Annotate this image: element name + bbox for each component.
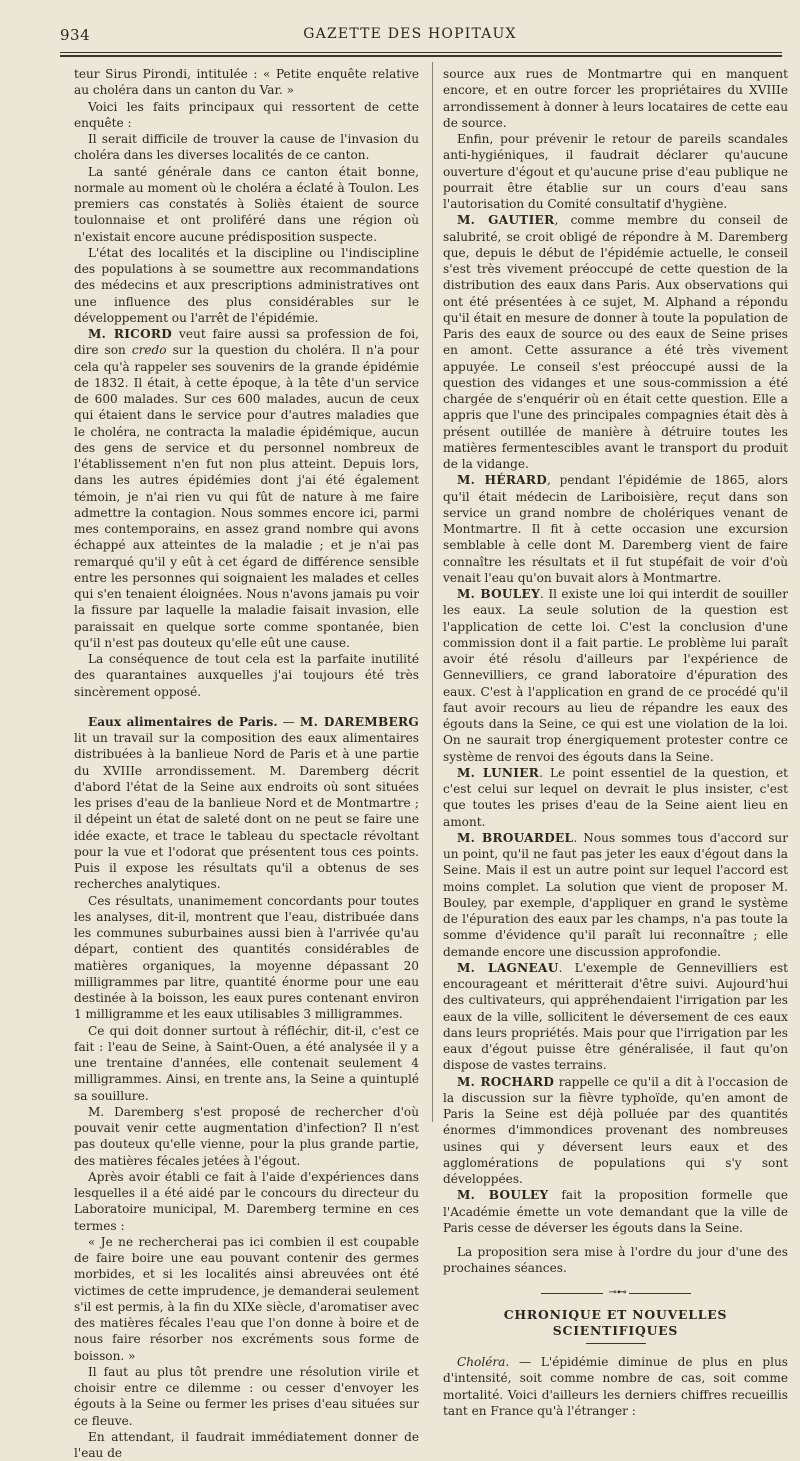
- paragraph-ricord: [74, 326, 419, 651]
- text-run: — L'épidémie diminue de plus en plus d'intensité, soit comme nombre de cas, soit comme mortalité. Voici d'ailleurs les derniers chiffres recueillis tant en France qu'à l'étranger :: [443, 1355, 788, 1418]
- paragraph-rochard: [443, 1074, 788, 1188]
- paragraph: Il faut au plus tôt prendre une résolution virile et choisir entre ce dilemme : ou cesser d'envoyer les égouts à la Seine ou fermer les prises d'eau situées sur ce fleuve.: [74, 1364, 419, 1428]
- speaker-name: M. HÉRARD: [457, 473, 548, 488]
- text-run: . L'exemple de Gennevilliers est encourageant et méritterait d'être suivi. Aujourd'hui des cultivateurs, qui appréhendaient l'irrigation par les eaux de la ville, sollicitent le déversement de ces eaux dans leurs propriétés. Mais pour que l'irrigation par les eaux d'égout puisse être généralisée, il faut qu'on dispose de vastes terrains.: [443, 960, 788, 1073]
- speaker-name: M. BOULEY: [457, 1188, 549, 1203]
- text-run: veut faire aussi sa profession de foi, dire son: [74, 327, 419, 358]
- right-column: [443, 66, 788, 1419]
- paragraph: Voici les faits principaux qui ressortent de cette enquête :: [74, 99, 419, 130]
- column-divider: [432, 62, 433, 1122]
- ornamental-separator: [541, 1287, 691, 1299]
- page-number: 934: [60, 26, 91, 44]
- speaker-name: M. ROCHARD: [457, 1074, 555, 1089]
- text-run: fait la proposition formelle que l'Académie émette un vote demandant que la ville de Paris cesse de déverser les égouts dans la Seine.: [443, 1188, 789, 1235]
- paragraph-eaux: [74, 714, 419, 893]
- text-run: sur la question du choléra. Il n'a pour cela qu'à rappeler ses souvenirs de la grande épidémie de 1832. Il était, à cette époque, à la tête d'un service de 600 malades. Sur ces 600 malades, aucun de ceux qui étaient dans le service pour d'autres maladies que le choléra, ne contracta la maladie épidémique, aucun des gens de service et du personnel nombreux de l'établissement n'en fut non plus atteint. Depuis lors, dans les autres épidémies dont j'ai été également témoin, je n'ai rien vu qui fût de nature à me faire admettre la contagion. Nous sommes encore ici, parmi mes contemporains, en assez grand nombre qui avons échappé aux atteintes de la maladie ; et je n'ai pas remarqué qu'il y eût à cet égard de différence sensible entre les personnes qui soignaient les malades et celles qui s'en tenaient éloignées. Nous n'avons jamais pu voir la fissure par laquelle la maladie faisait invasion, elle paraissait en quelque sorte comme spontanée, bien qu'il n'est pas douteux qu'elle eût une cause.: [74, 343, 419, 650]
- speaker-name: M. BOULEY: [457, 587, 541, 601]
- text-run: , pendant l'épidémie de 1865, alors qu'il était médecin de Lariboisière, reçut dans son service un grand nombre de cholériques venant de Montmartre. Il fit à cette occasion une excursion semblable à celle dont M. Daremberg vient de faire connaître les résultats et il fut stupéfait de voir d'où venait l'eau qu'on buvait alors à Montmartre.: [443, 473, 789, 585]
- paragraph: Enfin, pour prévenir le retour de pareils scandales anti-hygiéniques, il faudrait déclarer qu'aucune ouverture d'égout et qu'aucune prise d'eau publique ne pourrait être établie sur un cours d'eau sans l'autorisation du Comité consultatif d'hygiène.: [443, 132, 788, 211]
- section-title: CHRONIQUE ET NOUVELLES SCIENTIFIQUES: [503, 1306, 728, 1338]
- separator-line: [629, 1293, 691, 1294]
- text-run: . Le point essentiel de la question, et c'est celui sur lequel on devrait le plus insister, c'est que toutes les prises d'eau de la Seine aient lieu en amont.: [443, 765, 788, 829]
- paragraph-gautier: [443, 212, 788, 472]
- left-column: [74, 66, 419, 1461]
- section-heading: Eaux alimentaires de Paris.: [88, 714, 278, 729]
- paragraph: L'état des localités et la discipline ou l'indiscipline des populations à se soumettre aux recommandations des médecins et aux prescriptions administratives ont une influence des plus considérables sur le développement ou l'arrêt de l'épidémie.: [74, 245, 419, 325]
- speaker-name: M. BROUARDEL: [457, 830, 574, 845]
- paragraph: Ces résultats, unanimement concordants pour toutes les analyses, dit-il, montrent que l'eau, distribuée dans les communes suburbaines aussi bien à l'arrivée qu'au départ, contient des quantités considérables de matières organiques, la moyenne dépassant 20 milligrammes par litre, quantité énorme pour une eau destinée à la boisson, les eaux pures contenant environ 1 milligramme et les eaux utilisables 3 milligrammes.: [74, 893, 419, 1022]
- paragraph-lunier: [443, 765, 788, 830]
- paragraph-herard: [443, 472, 788, 586]
- spacer: [443, 1236, 788, 1244]
- paragraph-lagneau: [443, 960, 788, 1074]
- page-header: [60, 26, 760, 48]
- emphasis: Choléra.: [457, 1355, 510, 1369]
- paragraph: source aux rues de Montmartre qui en manquent encore, et en outre forcer les propriétaires du XVIIIe arrondissement à donner à leurs locataires de cette eau de source.: [443, 67, 788, 130]
- header-rule-thick: [60, 55, 782, 57]
- paragraph-brouardel: [443, 830, 788, 960]
- separator-line: [541, 1293, 603, 1294]
- text-run: . Nous sommes tous d'accord sur un point, qu'il ne faut pas jeter les eaux d'égout dans la Seine. Mais il est un autre point sur lequel l'accord est moins complet. La solution que vient de proposer M. Bouley, par exemple, d'appliquer en grand le système de l'épuration des eaux par les champs, n'a pas toute la somme d'évidence qu'il paraît lui reconnaître ; elle demande encore une discussion approfondie.: [443, 830, 788, 959]
- quotation: « Je ne rechercherai pas ici combien il est coupable de faire boire une eau pouvant contenir des germes morbides, et si les localités ainsi abreuvées ont été victimes de cette imprudence, je demanderai seulement s'il est permis, à la fin du XIXe siècle, d'aromatiser avec des matières fécales l'eau que l'on donne à boire et de nous faire résorber nos excréments sous forme de boisson. »: [74, 1234, 419, 1363]
- paragraph: Après avoir établi ce fait à l'aide d'expériences dans lesquelles il a été aidé par le concours du directeur du Laboratoire municipal, M. Daremberg termine en ces termes :: [74, 1169, 419, 1233]
- paragraph: La santé générale dans ce canton était bonne, normale au moment où le choléra a éclaté à Toulon. Les premiers cas constatés à Soliès étaient de source toulonnaise et ont proliféré dans une région où n'existait encore aucune prédisposition suspecte.: [74, 164, 419, 244]
- paragraph: Ce qui doit donner surtout à réfléchir, dit-il, c'est ce fait : l'eau de Seine, à Saint-Ouen, a été analysée il y a une trentaine d'années, elle contenait seulement 4 milligrammes. Ainsi, en trente ans, la Seine a quintuplé sa souillure.: [74, 1023, 419, 1103]
- spacer: [74, 700, 419, 714]
- title-rule: [586, 1343, 646, 1344]
- text-run: —: [277, 714, 300, 729]
- paragraph: En attendant, il faudrait immédiatement donner de l'eau de: [74, 1429, 419, 1460]
- paragraph: M. Daremberg s'est proposé de rechercher d'où pouvait venir cette augmentation d'infection? Il n'est pas douteux qu'elle vienne, pour la plus grande partie, des matières fécales jetées à l'égout.: [74, 1104, 419, 1168]
- speaker-name: M. LUNIER: [457, 765, 540, 780]
- text-run: , comme membre du conseil de salubrité, se croit obligé de répondre à M. Daremberg que, depuis le début de l'épidémie actuelle, le conseil s'est très vivement préoccupé de cette question de la distribution des eaux dans Paris. Aux observations qui ont été présentées à ce sujet, M. Alphand a répondu qu'il était en mesure de donner à toute la population de Paris des eaux de source ou des eaux de Seine prises en amont. Cette assurance a été très vivement appuyée. Le conseil s'est préoccupé aussi de la question des vidanges et une sous-commission a été chargée de s'enquérir où en était cette question. Elle a appris que l'une des principales compagnies était dès à présent outillée de manière à détruire toutes les matières fermentescibles avant le transport du produit de la vidange.: [443, 213, 788, 471]
- speaker-name: M. DAREMBERG: [299, 714, 419, 729]
- speaker-name: M. LAGNEAU: [457, 960, 559, 975]
- paragraph: La proposition sera mise à l'ordre du jour d'une des prochaines séances.: [443, 1245, 788, 1276]
- paragraph: teur Sirus Pirondi, intitulée : « Petite enquête relative au choléra dans un canton du Var. »: [74, 67, 419, 98]
- paragraph-cholera: [443, 1354, 788, 1419]
- paragraph-bouley-proposal: [443, 1187, 788, 1236]
- paragraph: La conséquence de tout cela est la parfaite inutilité des quarantaines auxquelles j'ai toujours été très sincèrement opposé.: [74, 652, 419, 699]
- text-run: rappelle ce qu'il a dit à l'occasion de la discussion sur la fièvre typhoïde, qu'en amont de Paris la Seine est déjà polluée par des quantités énormes d'immondices provenant des nombreuses usines qui y déversent leurs eaux et des agglomérations de populations qui s'y sont développées.: [443, 1074, 788, 1186]
- speaker-name: M. GAUTIER: [457, 213, 555, 228]
- paragraph: Il serait difficile de trouver la cause de l'invasion du choléra dans les diverses localités de ce canton.: [74, 132, 419, 163]
- emphasis: credo: [131, 343, 167, 358]
- speaker-name: M. RICORD: [88, 327, 173, 341]
- text-run: . Il existe une loi qui interdit de souiller les eaux. La seule solution de la question est l'application de cette loi. C'est la conclusion d'une commission dont il a fait partie. Le problème lui paraît avoir été résolu d'ailleurs par l'expérience de Gennevilliers, ce grand laboratoire d'épuration des eaux. C'est à l'application en grand de ce procédé qu'il faut avoir recours au lieu de répandre les eaux des égouts dans la Seine, ce qui est une violation de la loi. On ne saurait trop énergiquement protester contre ce système de renvoi des égouts dans la Seine.: [443, 587, 789, 764]
- text-run: lit un travail sur la composition des eaux alimentaires distribuées à la banlieue Nord de Paris et à une partie du XVIIIe arrondissement. M. Daremberg décrit d'abord l'état de la Seine aux endroits où sont situées les prises d'eau de la banlieue Nord et de Montmartre ; il dépeint un état de saleté dont on ne peut se faire une idée exacte, et trace le tableau du spectacle révoltant pour la vue et l'odorat que présentent tous ces points. Puis il expose les résultats qu'il a obtenus de ses recherches analytiques.: [74, 731, 419, 892]
- paragraph-bouley: [443, 586, 788, 765]
- ornament-icon: ⊸⊷: [608, 1286, 627, 1298]
- running-title: GAZETTE DES HOPITAUX: [303, 26, 517, 42]
- header-rule-thin: [60, 52, 782, 53]
